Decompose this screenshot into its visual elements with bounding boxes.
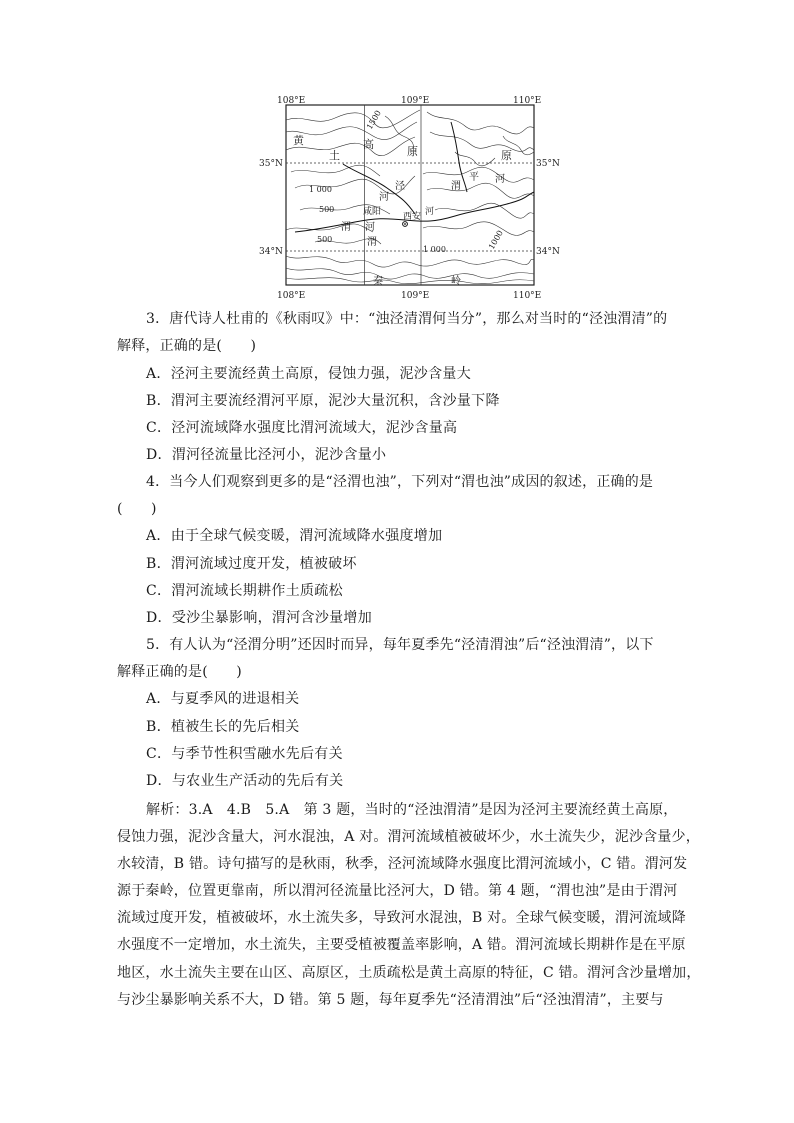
lat-label-35-right: 35°N <box>536 159 560 169</box>
label-huang: 黄 <box>293 134 304 147</box>
analysis-line-7: 地区，水土流失主要在山区、高原区，土质疏松是黄土高原的特征，C 错。渭河含沙量增加， <box>117 965 701 981</box>
q4-option-a: A．由于全球气候变暖，渭河流域降水强度增加 <box>146 528 443 544</box>
label-he-wei: 河 <box>365 222 375 233</box>
label-qin: 秦 <box>373 276 383 287</box>
q5-option-b: B．植被生长的先后相关 <box>146 719 300 735</box>
label-wei-3: 渭 <box>367 237 377 248</box>
contour-label-1000-right: 1000 <box>486 228 505 251</box>
analysis-line-3: 水较清，B 错。诗句描写的是秋雨，秋季，泾河流域降水强度比渭河流域小，C 错。渭河发 <box>117 856 688 872</box>
label-jing: 泾 <box>395 181 405 192</box>
lat-label-34-right: 34°N <box>536 247 560 257</box>
label-he-jing: 河 <box>379 192 389 203</box>
label-gao: 高 <box>363 138 374 151</box>
q3-option-c: C．泾河流域降水强度比渭河流域大，泥沙含量高 <box>146 420 458 436</box>
analysis-line-6: 水强度不一定增加，水土流失，主要受植被覆盖率影响，A 错。渭河流域长期耕作是在平原 <box>117 937 686 953</box>
analysis-line-8: 与沙尘暴影响关系不大，D 错。第 5 题，每年夏季先“泾清渭浊”后“泾浊渭清”，主要与 <box>117 992 664 1008</box>
lat-label-34-left: 34°N <box>259 247 283 257</box>
label-ling: 岭 <box>451 276 461 287</box>
label-tu: 土 <box>329 149 340 162</box>
label-he-right: 河 <box>425 207 435 217</box>
label-yuan-1: 原 <box>407 145 418 158</box>
q3-stem-line2: 解释，正确的是( ) <box>117 338 257 354</box>
analysis-line-2: 侵蚀力强，泥沙含量大，河水混浊，A 对。渭河流域植被破坏少，水土流失少，泥沙含量少， <box>117 829 700 845</box>
q5-stem-line1: 5．有人认为“泾渭分明”还因时而异，每年夏季先“泾清渭浊”后“泾浊渭清”，以下 <box>146 637 654 653</box>
q3-option-d: D．渭河径流量比泾河小，泥沙含量小 <box>146 447 387 463</box>
topographic-map-figure <box>255 92 560 302</box>
contour-label-500-left: 500 <box>319 205 335 214</box>
label-xianyang: 咸阳 <box>363 207 382 217</box>
q3-stem-line1: 3．唐代诗人杜甫的《秋雨叹》中：“浊泾清渭何当分”，那么对当时的“泾浊渭清”的 <box>146 311 668 327</box>
lon-label-108-bottom: 108°E <box>277 291 306 301</box>
lon-label-110-bottom: 110°E <box>513 291 542 301</box>
map-frame <box>286 105 534 285</box>
label-he-top: 河 <box>495 174 505 185</box>
q4-stem-line2: ( ) <box>117 501 157 517</box>
analysis-line-5: 流域过度开发，植被破坏，水土流失多，导致河水混浊，B 对。全球气候变暖，渭河流域降 <box>117 910 686 926</box>
map-svg <box>255 92 560 302</box>
lon-label-108-top: 108°E <box>277 96 306 106</box>
q5-stem-line2: 解释正确的是( ) <box>117 664 242 680</box>
q5-option-c: C．与季节性积雪融水先后有关 <box>146 746 343 762</box>
lon-label-109-bottom: 109°E <box>401 291 430 301</box>
label-xian: 西安 <box>403 212 422 222</box>
xian-city-dot <box>404 223 406 225</box>
label-yuan-2: 原 <box>501 149 512 162</box>
contour-label-1000-left: 1 000 <box>309 185 332 194</box>
analysis-line-4: 源于秦岭，位置更靠南，所以渭河径流量比泾河大，D 错。第 4 题，“渭也浊”是由于渭河 <box>117 883 678 899</box>
q4-stem-line1: 4．当今人们观察到更多的是“泾渭也浊”，下列对“渭也浊”成因的叙述，正确的是 <box>146 474 654 490</box>
q4-option-c: C．渭河流域长期耕作土质疏松 <box>146 583 343 599</box>
q3-option-a: A．泾河主要流经黄土高原，侵蚀力强，泥沙含量大 <box>146 366 472 382</box>
contour-label-1500: 1500 <box>364 108 383 131</box>
lon-label-110-top: 110°E <box>513 96 542 106</box>
contour-label-1000-lower: 1 000 <box>423 245 446 254</box>
label-wei-2: 渭 <box>341 222 351 233</box>
analysis-line-1: 解析：3.A 4.B 5.A 第 3 题，当时的“泾浊渭清”是因为泾河主要流经黄土高原， <box>146 802 678 818</box>
label-ping: 平 <box>469 172 479 183</box>
q4-option-b: B．渭河流域过度开发，植被破坏 <box>146 556 357 572</box>
lat-label-35-left: 35°N <box>259 159 283 169</box>
contour-label-500-lower: 500 <box>317 235 333 244</box>
q3-option-b: B．渭河主要流经渭河平原，泥沙大量沉积，含沙量下降 <box>146 393 500 409</box>
q5-option-d: D．与农业生产活动的先后有关 <box>146 773 344 789</box>
q4-option-d: D．受沙尘暴影响，渭河含沙量增加 <box>146 610 373 626</box>
q5-option-a: A．与夏季风的进退相关 <box>146 691 300 707</box>
lon-label-109-top: 109°E <box>401 96 430 106</box>
label-wei-1: 渭 <box>451 181 461 192</box>
